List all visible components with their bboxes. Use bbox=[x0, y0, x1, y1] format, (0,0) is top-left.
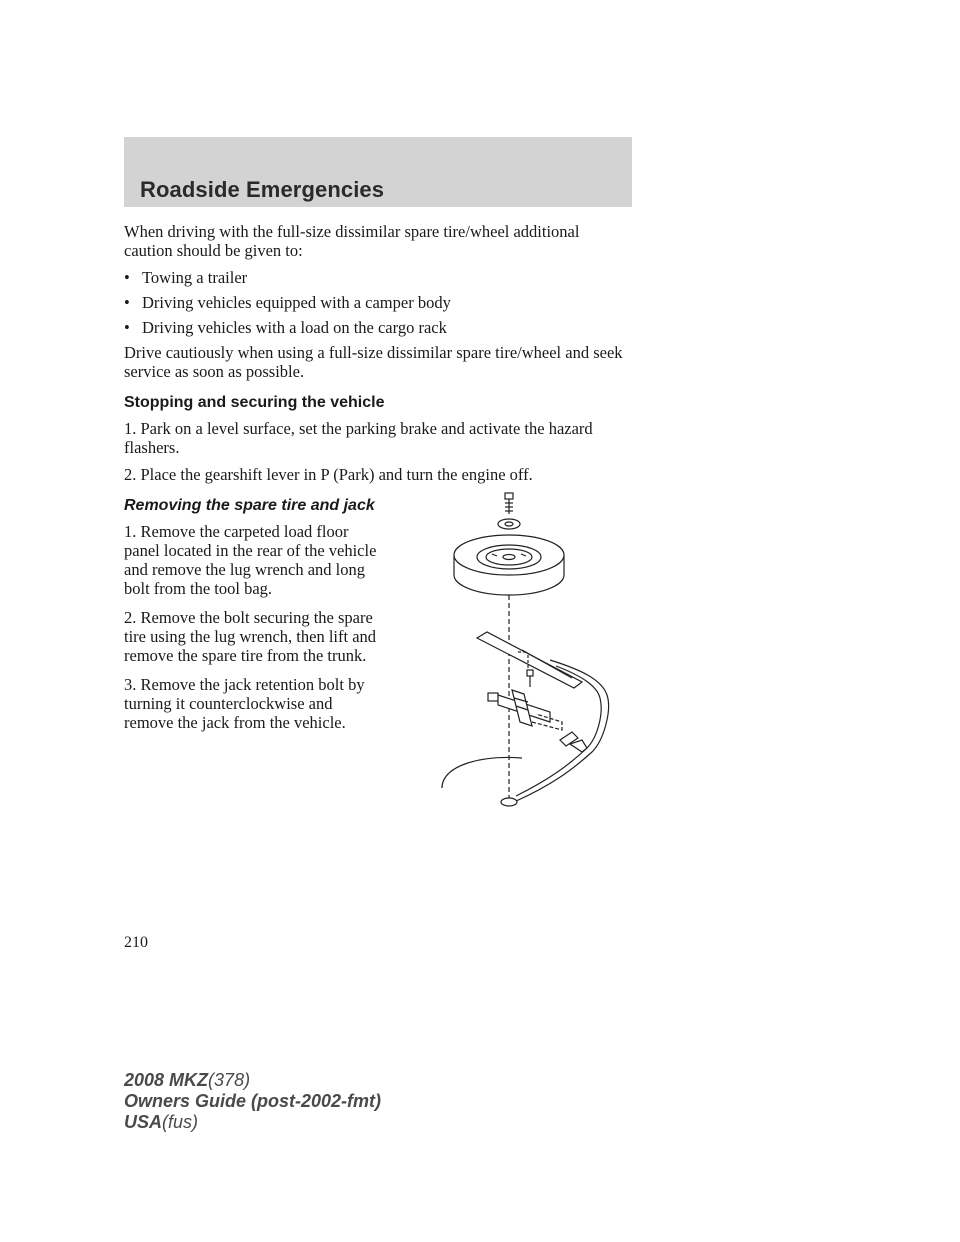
page-number: 210 bbox=[124, 934, 148, 951]
caution-paragraph: Drive cautiously when using a full-size dissimilar spare tire/wheel and seek service as soon as possible. bbox=[124, 343, 623, 381]
spare-tire-icon bbox=[454, 535, 564, 595]
bullet-dot-icon: • bbox=[124, 318, 130, 337]
footer-line-3: USA(fus) bbox=[124, 1112, 199, 1132]
stopping-step-1: 1. Park on a level surface, set the parking brake and activate the hazard flashers. bbox=[124, 419, 593, 457]
removing-step-2: 2. Remove the bolt securing the spare tire using the lug wrench, then lift and remove the spare tire from the trunk. bbox=[124, 608, 377, 665]
intro-paragraph: When driving with the full-size dissimilar spare tire/wheel additional caution should be given to: bbox=[124, 222, 580, 260]
bullet-item bbox=[124, 293, 632, 312]
bullet-item bbox=[124, 268, 632, 287]
bullet-item bbox=[124, 318, 632, 337]
section-header-band bbox=[124, 137, 632, 207]
spare-tire-jack-illustration bbox=[432, 490, 632, 815]
stopping-step-2: 2. Place the gearshift lever in P (Park) and turn the engine off. bbox=[124, 465, 533, 484]
bullet-text: Driving vehicles equipped with a camper body bbox=[142, 293, 451, 312]
bullet-text: Driving vehicles with a load on the cargo rack bbox=[142, 318, 447, 337]
stopping-heading: Stopping and securing the vehicle bbox=[124, 394, 385, 411]
footer-line-1: 2008 MKZ(378) bbox=[124, 1070, 251, 1090]
retention-bolt-icon bbox=[527, 670, 533, 687]
washer-icon bbox=[498, 519, 520, 529]
removing-step-3: 3. Remove the jack retention bolt by turning it counterclockwise and remove the jack from the vehicle. bbox=[124, 675, 365, 732]
jack-icon bbox=[488, 690, 562, 730]
bullet-text: Towing a trailer bbox=[142, 268, 248, 287]
removing-heading: Removing the spare tire and jack bbox=[124, 497, 375, 514]
removing-step-1: 1. Remove the carpeted load floor panel located in the rear of the vehicle and remove the lug wrench and long bolt from the tool bag. bbox=[124, 522, 377, 598]
bolt-icon bbox=[505, 493, 513, 514]
section-title: Roadside Emergencies bbox=[140, 177, 385, 202]
removing-steps bbox=[124, 522, 386, 732]
trunk-cavity-outline bbox=[442, 660, 609, 806]
bullet-dot-icon: • bbox=[124, 268, 130, 287]
document-footer bbox=[124, 1070, 381, 1133]
footer-line-2: Owners Guide (post-2002-fmt) bbox=[124, 1091, 382, 1111]
bullet-dot-icon: • bbox=[124, 293, 130, 312]
